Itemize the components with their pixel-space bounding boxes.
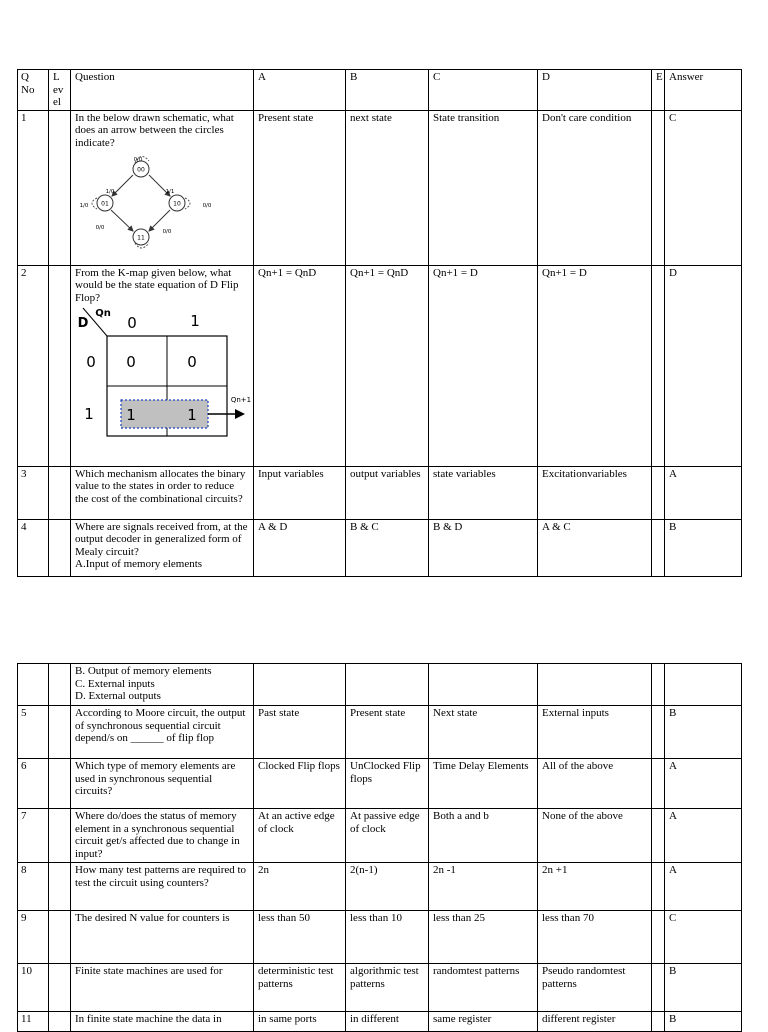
kmap-col-var: Qn xyxy=(95,308,111,319)
answer xyxy=(665,809,742,863)
option-e xyxy=(652,759,665,809)
question-number-text: 11 xyxy=(21,1013,32,1025)
option-b xyxy=(346,110,429,265)
answer-text: B xyxy=(669,965,677,977)
question-table-page1 xyxy=(17,69,742,577)
level-cell xyxy=(49,863,71,911)
option-a xyxy=(254,759,346,809)
kmap-cell: 0 xyxy=(126,353,136,371)
option-d-text: less than 70 xyxy=(542,912,594,924)
option-a xyxy=(254,519,346,576)
kmap-col-header: 1 xyxy=(190,312,200,330)
option-d xyxy=(538,759,652,809)
answer xyxy=(665,911,742,964)
option-d xyxy=(538,863,652,911)
question-number xyxy=(18,519,49,576)
question-row xyxy=(18,706,742,759)
header-e xyxy=(652,70,665,111)
state-node xyxy=(133,161,149,177)
header-qno xyxy=(18,70,49,111)
header-question-text: Question xyxy=(75,71,115,83)
answer xyxy=(665,863,742,911)
question-number-text: 1 xyxy=(21,111,27,124)
state-node xyxy=(133,229,149,245)
question-text xyxy=(71,964,254,1012)
option-a xyxy=(254,110,346,265)
question-text-text: Finite state machines are used for xyxy=(75,965,223,977)
question-number xyxy=(18,1012,49,1032)
question-number-text: 8 xyxy=(21,864,27,876)
level-cell xyxy=(49,110,71,265)
option-a-text: Input variables xyxy=(258,467,324,480)
option-a xyxy=(254,863,346,911)
option-b xyxy=(346,809,429,863)
question-number xyxy=(18,110,49,265)
level-cell xyxy=(49,759,71,809)
option-e xyxy=(652,809,665,863)
answer xyxy=(665,265,742,466)
question-row xyxy=(18,519,742,576)
level-cell xyxy=(49,809,71,863)
option-e xyxy=(652,519,665,576)
state-label: 11 xyxy=(137,234,145,242)
question-number xyxy=(18,664,49,706)
option-c xyxy=(429,759,538,809)
option-c-text: randomtest patterns xyxy=(433,965,520,977)
question-row xyxy=(18,863,742,911)
option-d-text: None of the above xyxy=(542,810,623,822)
question-text xyxy=(71,863,254,911)
state-label: 00 xyxy=(137,166,145,174)
question-text-text: From the K-map given below, what would be the state equation of D Flip Flop? xyxy=(75,266,239,304)
option-d-text: different register xyxy=(542,1013,616,1025)
option-c-text: less than 25 xyxy=(433,912,485,924)
option-a xyxy=(254,706,346,759)
option-c xyxy=(429,466,538,519)
header-qno-text: Q No xyxy=(21,71,35,96)
question-number-text: 10 xyxy=(21,965,32,977)
option-c xyxy=(429,863,538,911)
option-b-text: 2(n-1) xyxy=(350,864,378,876)
option-c-text: B & D xyxy=(433,520,463,533)
option-a-text: less than 50 xyxy=(258,912,310,924)
transition-label: 0/0 xyxy=(202,203,212,209)
transition-label: 0/0 xyxy=(162,229,172,235)
answer-text: D xyxy=(669,266,677,279)
option-b xyxy=(346,911,429,964)
state-node xyxy=(97,195,113,211)
question-text xyxy=(71,664,254,706)
option-b xyxy=(346,466,429,519)
question-text xyxy=(71,265,254,466)
option-b xyxy=(346,863,429,911)
question-text-text: In the below drawn schematic, what does an arrow between the circles indicate? xyxy=(75,111,234,149)
option-e xyxy=(652,466,665,519)
kmap-col-header: 0 xyxy=(127,314,137,332)
header-answer xyxy=(665,70,742,111)
state-diagram-figure xyxy=(75,151,250,251)
question-number xyxy=(18,911,49,964)
option-c xyxy=(429,911,538,964)
question-number xyxy=(18,809,49,863)
header-d xyxy=(538,70,652,111)
option-d-text: Don't care condition xyxy=(542,111,632,124)
answer-text: B xyxy=(669,520,677,533)
option-d-text: A & C xyxy=(542,520,571,533)
header-c xyxy=(429,70,538,111)
question-text xyxy=(71,1012,254,1032)
level-cell xyxy=(49,265,71,466)
question-text-text: In finite state machine the data in xyxy=(75,1013,222,1025)
transition-label: 0/0 xyxy=(133,157,143,163)
question-number xyxy=(18,265,49,466)
option-d xyxy=(538,964,652,1012)
state-label: 01 xyxy=(101,200,109,208)
kmap-cell: 1 xyxy=(187,406,197,424)
question-row xyxy=(18,964,742,1012)
question-number-text: 7 xyxy=(21,810,27,822)
answer xyxy=(665,706,742,759)
option-a xyxy=(254,664,346,706)
option-b-text: output variables xyxy=(350,467,421,480)
option-d xyxy=(538,466,652,519)
option-d-text: External inputs xyxy=(542,707,609,719)
option-c-text: same register xyxy=(433,1013,492,1025)
option-d xyxy=(538,1012,652,1032)
option-e xyxy=(652,265,665,466)
question-row xyxy=(18,265,742,466)
transition-label: 1/0 xyxy=(79,203,89,209)
question-number xyxy=(18,759,49,809)
option-c xyxy=(429,706,538,759)
header-level-text: L ev el xyxy=(53,71,64,108)
answer xyxy=(665,110,742,265)
answer-text: C xyxy=(669,111,677,124)
option-b xyxy=(346,759,429,809)
option-d xyxy=(538,809,652,863)
level-cell xyxy=(49,911,71,964)
option-a xyxy=(254,1012,346,1032)
option-e xyxy=(652,863,665,911)
level-cell xyxy=(49,466,71,519)
option-a xyxy=(254,911,346,964)
kmap-cell: 1 xyxy=(126,406,136,424)
option-c xyxy=(429,519,538,576)
answer-text: B xyxy=(669,707,677,719)
option-c-text: Next state xyxy=(433,707,478,719)
option-a-text: Present state xyxy=(258,111,314,124)
option-a-text: Past state xyxy=(258,707,300,719)
question-text xyxy=(71,110,254,265)
option-a xyxy=(254,265,346,466)
option-b xyxy=(346,519,429,576)
level-cell xyxy=(49,1012,71,1032)
option-c xyxy=(429,110,538,265)
answer xyxy=(665,759,742,809)
option-b xyxy=(346,964,429,1012)
option-b-text: less than 10 xyxy=(350,912,402,924)
question-number xyxy=(18,466,49,519)
answer xyxy=(665,519,742,576)
kmap-row-header: 0 xyxy=(86,353,96,371)
option-e xyxy=(652,964,665,1012)
option-d xyxy=(538,110,652,265)
option-c-text: State transition xyxy=(433,111,500,124)
option-c xyxy=(429,809,538,863)
question-row xyxy=(18,911,742,964)
option-b-text: in different xyxy=(350,1013,399,1025)
option-d xyxy=(538,664,652,706)
option-d-text: Qn+1 = D xyxy=(542,266,587,279)
option-c-text: Time Delay Elements xyxy=(433,760,529,772)
level-cell xyxy=(49,706,71,759)
header-d-text: D xyxy=(542,71,550,83)
transition-label: 1/0 xyxy=(105,189,115,195)
kmap-cell: 0 xyxy=(187,353,197,371)
question-number-text: 3 xyxy=(21,467,27,480)
question-text-text: The desired N value for counters is xyxy=(75,912,230,924)
question-text-text: Where are signals received from, at the output decoder in generalized form of Mealy circuit? A.Input of memory elements xyxy=(75,520,248,570)
option-c-text: Qn+1 = D xyxy=(433,266,478,279)
option-d-text: 2n +1 xyxy=(542,864,568,876)
option-a xyxy=(254,809,346,863)
option-c xyxy=(429,1012,538,1032)
header-answer-text: Answer xyxy=(669,71,704,83)
option-e xyxy=(652,110,665,265)
question-row xyxy=(18,809,742,863)
answer-text: A xyxy=(669,864,677,876)
transition-label: 0/0 xyxy=(95,225,105,231)
option-a xyxy=(254,466,346,519)
header-a xyxy=(254,70,346,111)
option-a-text: 2n xyxy=(258,864,269,876)
question-text xyxy=(71,759,254,809)
level-cell xyxy=(49,964,71,1012)
option-d xyxy=(538,265,652,466)
question-number-text: 9 xyxy=(21,912,27,924)
header-a-text: A xyxy=(258,71,266,83)
option-b-text: algorithmic test patterns xyxy=(350,965,419,990)
option-d-text: All of the above xyxy=(542,760,614,772)
option-a-text: deterministic test patterns xyxy=(258,965,334,990)
answer-text: B xyxy=(669,1013,677,1025)
answer-text: A xyxy=(669,810,677,822)
header-level xyxy=(49,70,71,111)
answer xyxy=(665,466,742,519)
question-row xyxy=(18,466,742,519)
option-d xyxy=(538,911,652,964)
question-row xyxy=(18,110,742,265)
option-b xyxy=(346,706,429,759)
option-b-text: At passive edge of clock xyxy=(350,810,420,835)
question-number xyxy=(18,964,49,1012)
option-b xyxy=(346,664,429,706)
question-text-text: According to Moore circuit, the output of synchronous sequential circuit depend/s on ______ of flip flop xyxy=(75,707,246,744)
kmap-row-var: D xyxy=(77,316,89,331)
question-text-text: Which type of memory elements are used in synchronous sequential circuits? xyxy=(75,760,236,797)
answer-text: C xyxy=(669,912,677,924)
option-e xyxy=(652,664,665,706)
option-c-text: Both a and b xyxy=(433,810,489,822)
option-d-text: Pseudo randomtest patterns xyxy=(542,965,626,990)
option-b-text: UnClocked Flip flops xyxy=(350,760,421,785)
question-table-page2 xyxy=(17,663,742,1032)
question-text xyxy=(71,809,254,863)
question-text xyxy=(71,911,254,964)
option-d xyxy=(538,519,652,576)
option-b-text: B & C xyxy=(350,520,379,533)
answer xyxy=(665,964,742,1012)
question-number-text: 6 xyxy=(21,760,27,772)
option-b-text: next state xyxy=(350,111,392,124)
question-text xyxy=(71,519,254,576)
question-text xyxy=(71,466,254,519)
option-a-text: A & D xyxy=(258,520,288,533)
option-d-text: Excitationvariables xyxy=(542,467,627,480)
option-c xyxy=(429,964,538,1012)
question-text-text: B. Output of memory elements C. External inputs D. External outputs xyxy=(75,665,212,702)
option-b-text: Qn+1 = QnD xyxy=(350,266,409,279)
k-map-figure xyxy=(75,306,250,441)
question-number-text: 5 xyxy=(21,707,27,719)
question-number xyxy=(18,863,49,911)
kmap-output-label: Qn+1 xyxy=(230,396,252,404)
state-label: 10 xyxy=(173,200,181,208)
question-number-text: 4 xyxy=(21,520,27,533)
header-question xyxy=(71,70,254,111)
transition-label: 1/1 xyxy=(165,189,175,195)
question-row xyxy=(18,759,742,809)
option-d xyxy=(538,706,652,759)
state-node xyxy=(169,195,185,211)
question-row xyxy=(18,664,742,706)
answer xyxy=(665,664,742,706)
option-a-text: At an active edge of clock xyxy=(258,810,335,835)
k-map xyxy=(75,306,254,441)
question-text-text: Where do/does the status of memory element in a synchronous sequential circuit get/s affected due to change in input? xyxy=(75,810,240,860)
option-c xyxy=(429,265,538,466)
option-e xyxy=(652,911,665,964)
option-c xyxy=(429,664,538,706)
header-row xyxy=(18,70,742,111)
option-b xyxy=(346,1012,429,1032)
kmap-row-header: 1 xyxy=(84,405,94,423)
question-number-text: 2 xyxy=(21,266,27,279)
option-a-text: in same ports xyxy=(258,1013,317,1025)
question-number xyxy=(18,706,49,759)
question-row xyxy=(18,1012,742,1032)
option-a-text: Clocked Flip flops xyxy=(258,760,340,772)
header-b xyxy=(346,70,429,111)
option-a xyxy=(254,964,346,1012)
answer-text: A xyxy=(669,467,677,480)
question-text-text: Which mechanism allocates the binary value to the states in order to reduce the cost of the combinational circuits? xyxy=(75,467,246,505)
option-b-text: Present state xyxy=(350,707,406,719)
option-a-text: Qn+1 = QnD xyxy=(258,266,317,279)
header-c-text: C xyxy=(433,71,441,83)
level-cell xyxy=(49,664,71,706)
option-e xyxy=(652,1012,665,1032)
answer xyxy=(665,1012,742,1032)
state-diagram xyxy=(75,151,225,251)
question-text-text: How many test patterns are required to test the circuit using counters? xyxy=(75,864,247,889)
answer-text: A xyxy=(669,760,677,772)
level-cell xyxy=(49,519,71,576)
header-b-text: B xyxy=(350,71,358,83)
option-c-text: 2n -1 xyxy=(433,864,456,876)
option-b xyxy=(346,265,429,466)
option-c-text: state variables xyxy=(433,467,496,480)
option-e xyxy=(652,706,665,759)
question-text xyxy=(71,706,254,759)
header-e-text: E xyxy=(656,71,663,83)
